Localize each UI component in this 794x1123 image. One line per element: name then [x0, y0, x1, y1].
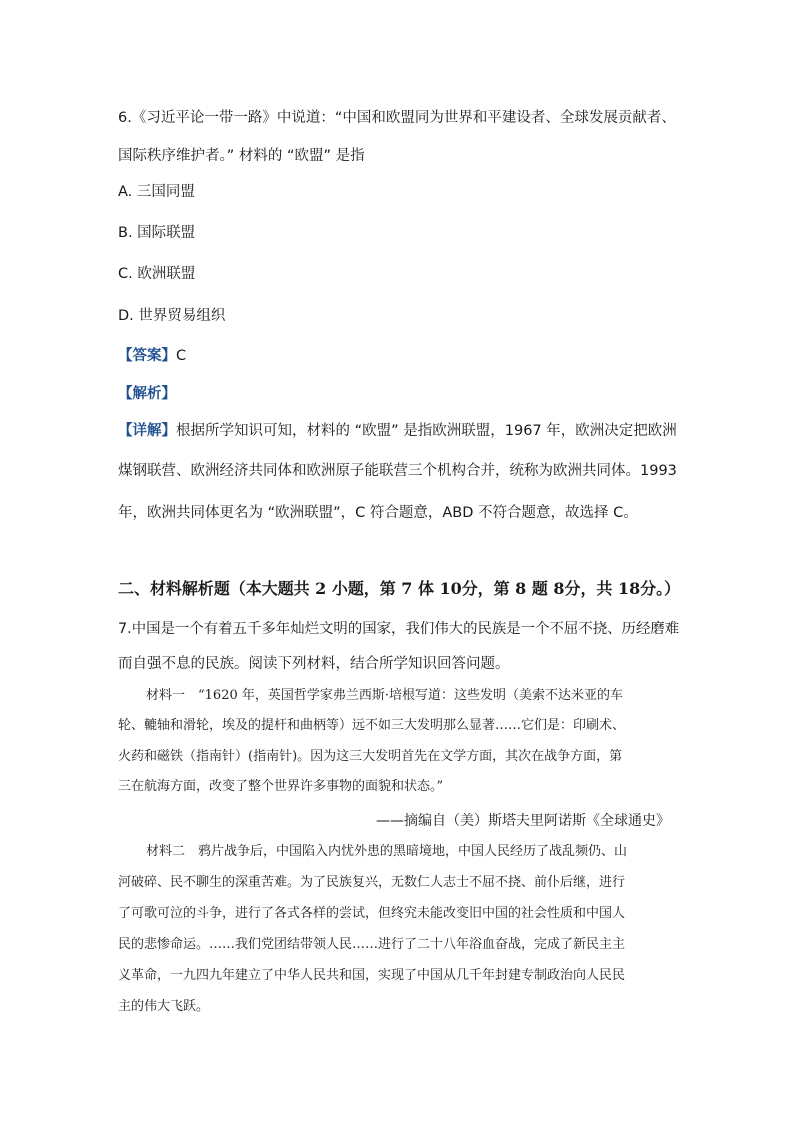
analysis-tag: 【解析】: [118, 386, 176, 402]
q7-stem-line-1: 7.中国是一个有着五千多年灿烂文明的国家，我们伟大的民族是一个不屈不挠、历经磨难: [118, 621, 680, 637]
q6-option-b: B. 国际联盟: [118, 225, 196, 241]
material-1-line-2: 轮、轆轴和滑轮，埃及的提杆和曲柄等）远不如三大发明那么显著……它们是：印刷术、: [118, 718, 626, 733]
answer-tag: 【答案】: [118, 348, 176, 364]
q6-option-a: A. 三国同盟: [118, 184, 195, 200]
material-2-line-5: 义革命，一九四九年建立了中华人民共和国，实现了中国从几千年封建专制政治向人民民: [118, 968, 626, 983]
material-2-line-2: 河破碎、民不聊生的深重苦难。为了民族复兴，无数仁人志士不屈不挠、前仆后继，进行: [118, 875, 626, 890]
q6-stem-line-2: 国际秩序维护者。” 材料的 “欧盟” 是指: [118, 148, 365, 164]
q7-stem-line-2: 而自强不息的民族。阅读下列材料，结合所学知识回答问题。: [118, 656, 510, 672]
material-1-line-3: 火药和磁铁（指南针）(指南针)。因为这三大发明首先在文学方面，其次在战争方面，第: [118, 749, 623, 764]
detail-tag: 【详解】: [118, 423, 176, 439]
q6-stem-line-1: 6.《习近平论一带一路》中说道：“中国和欧盟同为世界和平建设者、全球发展贡献者、: [118, 110, 676, 126]
material-1-line-1: 材料一 “1620 年，英国哲学家弗兰西斯·培根写道：这些发明（美索不达米亚的车: [146, 688, 623, 703]
q6-detail-line-2: 煤钢联营、欧洲经济共同体和欧洲原子能联营三个机构合并，统称为欧洲共同体。1993: [118, 463, 677, 479]
material-2-line-3: 了可歌可泣的斗争，进行了各式各样的尝试，但终究未能改变旧中国的社会性质和中国人: [118, 906, 626, 921]
answer-value: C: [176, 348, 187, 364]
q6-option-d: D. 世界贸易组织: [118, 308, 226, 324]
material-2-line-4: 民的悲惨命运。……我们党团结带领人民……进行了二十八年浴血奋战，完成了新民主主: [118, 937, 626, 952]
material-1-source: ——摘编自（美）斯塔夫里阿诺斯《全球通史》: [376, 813, 670, 829]
detail-text-1: 根据所学知识可知，材料的 “欧盟” 是指欧洲联盟，1967 年，欧洲决定把欧洲: [176, 423, 677, 439]
q6-option-c: C. 欧洲联盟: [118, 266, 196, 282]
q6-detail-line-3: 年，欧洲共同体更名为 “欧洲联盟”，C 符合题意，ABD 不符合题意，故选择 C。: [118, 505, 638, 521]
q6-analysis: [118, 384, 176, 404]
material-2-line-1: 材料二 鸦片战争后，中国陷入内忧外患的黑暗境地，中国人民经历了战乱频仍、山: [146, 844, 628, 859]
q6-answer: [118, 346, 186, 366]
material-1-line-4: 三在航海方面，改变了整个世界许多事物的面貌和状态。”: [118, 779, 444, 794]
section-2-title: 二、材料解析题（本大题共 2 小题，第 7 体 10分，第 8 题 8分，共 18分。）: [118, 579, 681, 598]
q6-detail-line-1: [118, 421, 677, 441]
material-2-line-6: 主的伟大飞跃。: [118, 999, 210, 1014]
